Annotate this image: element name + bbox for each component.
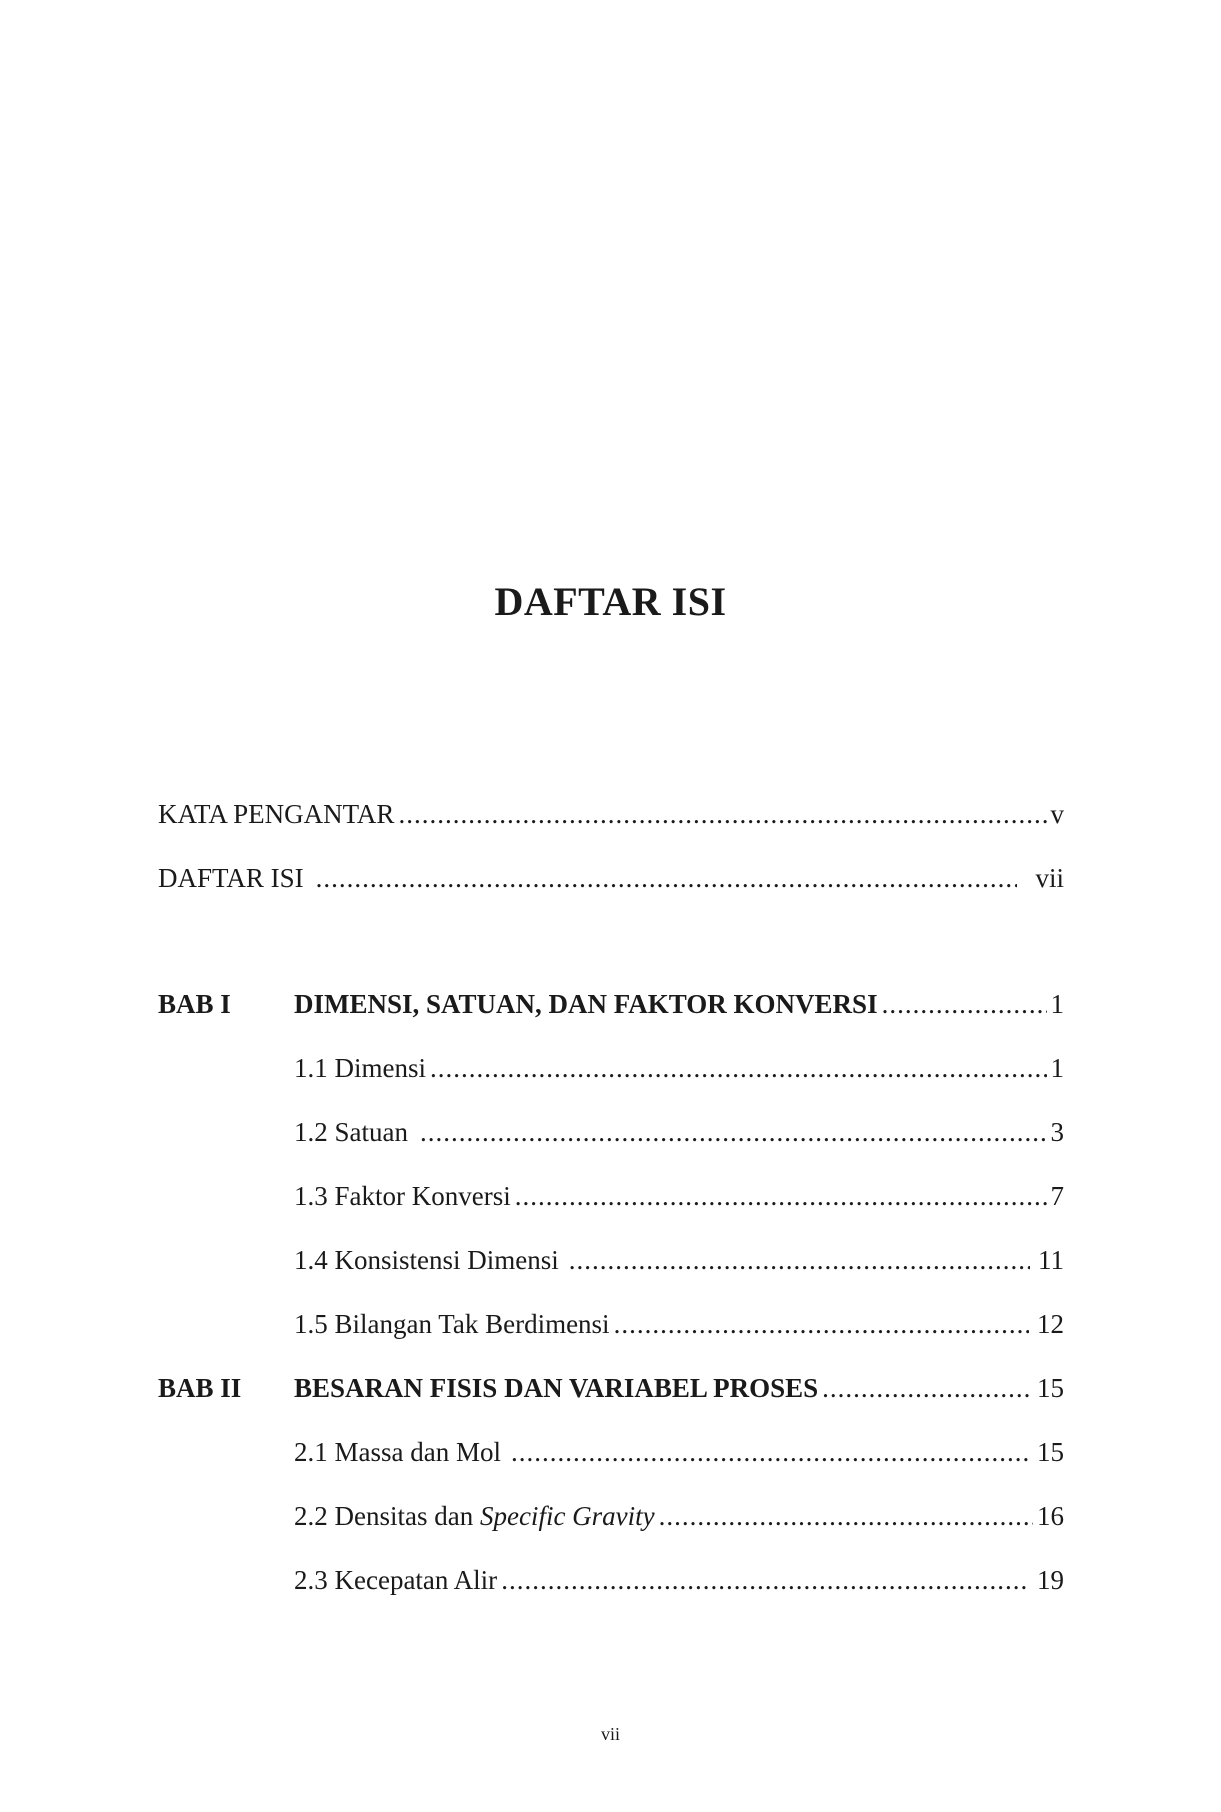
dot-leader [316,862,1018,894]
section-label: 2.3 Kecepatan Alir [294,1565,498,1595]
section-page: 16 [1037,1501,1064,1531]
dot-leader [398,798,1046,830]
toc-entry-1-2[interactable] [294,1116,1064,1148]
dot-leader [882,988,1047,1020]
section-page: 19 [1037,1565,1064,1595]
section-label: 1.4 Konsistensi Dimensi [294,1245,559,1275]
section-label: 1.2 Satuan [294,1117,408,1147]
section-page: 3 [1050,1117,1064,1147]
section-page: 1 [1050,1053,1064,1083]
chapter-page: 1 [1050,989,1064,1019]
section-label [294,1500,655,1532]
dot-leader [659,1500,1033,1532]
dot-leader [515,1180,1047,1212]
section-label: 1.1 Dimensi [294,1053,426,1083]
toc-entry-label: KATA PENGANTAR [158,799,395,829]
page-title: DAFTAR ISI [494,579,727,624]
section-label: 2.1 Massa dan Mol [294,1437,501,1467]
section-page: 15 [1037,1437,1064,1467]
page-number: vii [600,1724,620,1744]
toc-entry-kata-pengantar[interactable] [158,798,1064,830]
section-page: 7 [1050,1181,1064,1211]
dot-leader [614,1308,1029,1340]
toc-entry-2-3[interactable] [294,1564,1064,1596]
dot-leader [511,1436,1029,1468]
toc-entry-page: vii [1035,863,1064,893]
toc-entry-2-2[interactable] [294,1500,1064,1532]
toc-entry-label: DAFTAR ISI [158,863,304,893]
dot-leader [822,1372,1029,1404]
dot-leader [569,1244,1030,1276]
toc-entry-1-1[interactable] [294,1052,1064,1084]
dot-leader [420,1116,1047,1148]
chapter-entry-bab-1[interactable] [294,988,1064,1020]
toc-entry-page: v [1050,799,1064,829]
section-label: 1.3 Faktor Konversi [294,1181,511,1211]
toc-entry-1-3[interactable] [294,1180,1064,1212]
toc-entry-1-4[interactable] [294,1244,1064,1276]
toc-entry-daftar-isi[interactable] [158,862,1064,894]
toc-entry-1-5[interactable] [294,1308,1064,1340]
section-page: 11 [1038,1245,1064,1275]
chapter-label-bab-2: BAB II [158,1373,242,1403]
chapter-label-bab-1: BAB I [158,989,231,1019]
chapter-title: DIMENSI, SATUAN, DAN FAKTOR KONVERSI [294,989,878,1019]
section-label: 1.5 Bilangan Tak Berdimensi [294,1309,610,1339]
chapter-page: 15 [1037,1373,1064,1403]
toc-entry-2-1[interactable] [294,1436,1064,1468]
chapter-title: BESARAN FISIS DAN VARIABEL PROSES [294,1373,819,1403]
section-page: 12 [1037,1309,1064,1339]
section-label-text: 2.2 Densitas dan [294,1501,474,1531]
dot-leader [501,1564,1029,1596]
chapter-entry-bab-2[interactable] [294,1372,1064,1404]
dot-leader [430,1052,1047,1084]
section-label-italic: Specific Gravity [479,1501,655,1531]
